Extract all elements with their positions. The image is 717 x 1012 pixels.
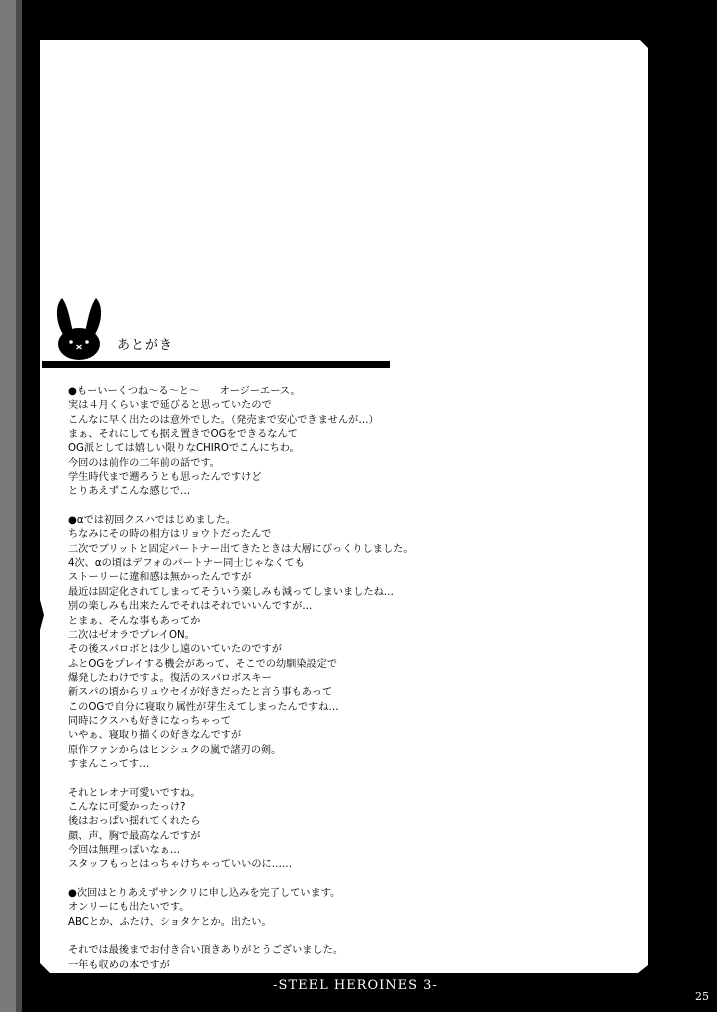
afterword-heading: あとがき [117, 338, 174, 353]
body-line: ABCとか、ふたけ、ショタケとか。出たい。 [68, 916, 272, 928]
heading-rule [42, 361, 390, 368]
body-line: 一年も収めの本ですが [68, 959, 170, 971]
body-line: こんなに可愛かったっけ? [68, 801, 186, 813]
body-line: ●もーいーくつね〜る〜と〜 オージーエース。 [68, 386, 301, 397]
body-line: まぁ、それにしても据え置きでOGをできるなんて [68, 429, 298, 441]
body-line: 同時にクスハも好きになっちゃって [68, 715, 231, 727]
body-line: いやぁ、寝取り描くの好きなんですが [68, 730, 242, 742]
body-line: 二次はゼオラでプレイON。 [68, 629, 195, 641]
page-number: 25 [695, 990, 709, 1003]
rabbit-mascot-icon [54, 292, 104, 362]
body-line: 別の楽しみも出来たんでそれはそれでいいんですが… [68, 601, 313, 613]
body-line: それでは最後までお付き合い頂きありがとうございました。 [68, 945, 344, 957]
book-title: -STEEL HEROINES 3- [273, 978, 438, 993]
body-line: 実は４月くらいまで延びると思っていたので [68, 400, 272, 412]
body-line [68, 500, 428, 514]
body-line: 4次、αの頃はデフォのパートナー同士じゃなくても [68, 558, 305, 570]
body-line: 後はおっぱい揺れてくれたら [68, 816, 201, 828]
body-line: ●αでは初回クスハではじめました。 [68, 515, 237, 527]
body-line: スタッフもっとはっちゃけちゃっていいのに…… [68, 859, 293, 871]
body-line: それとレオナ可愛いですね。 [68, 787, 201, 799]
body-line: 二次でブリットと固定パートナー出てきたときは大層にびっくりしました。 [68, 543, 414, 555]
body-line [68, 873, 428, 887]
body-line: ストーリーに違和感は無かったんですが [68, 572, 252, 584]
body-line [68, 930, 428, 944]
body-line: ●次回はとりあえずサンクリに申し込みを完了しています。 [68, 888, 341, 900]
body-line: 学生時代まで遡ろうとも思ったんですけど [68, 472, 262, 484]
body-line: ちなみにその時の相方はリョウトだったんで [68, 529, 272, 541]
body-line: ふとOGをプレイする機会があって、そこでの幼馴染設定で [68, 658, 338, 670]
body-line: とまぁ、そんな事もあってか [68, 615, 201, 627]
body-line: 最近は固定化されてしまってそういう楽しみも減ってしまいましたね… [68, 586, 394, 598]
body-line: おっぱお (ﾟ∀ﾟ) [68, 988, 141, 1000]
body-line: その後スパロボとは少し遠のいていたのですが [68, 644, 282, 656]
afterword-body [68, 385, 428, 1002]
body-line: 来年は今年以上に上手く描けるように… [68, 974, 252, 986]
body-line: 今回は無理っぽいなぁ… [68, 845, 181, 856]
body-line: こんなに早く出たのは意外でした。（発売まで安心できませんが…） [68, 414, 379, 426]
body-line: オンリーにも出たいです。 [68, 902, 190, 914]
body-line: 顔、声、胸で最高なんですが [68, 830, 201, 842]
body-line: このOGで自分に寝取り属性が芽生えてしまったんですね… [68, 701, 339, 713]
body-line: 爆発したわけですよ。復活のスパロボスキー [68, 672, 272, 684]
left-border-strip-shade [16, 0, 22, 1012]
body-line: OG派としては嬉しい限りなCHIROでこんにちわ。 [68, 443, 300, 455]
body-line: 新スパの頃からリュウセイが好きだったと言う事もあって [68, 687, 333, 699]
body-line: すまんこってす… [68, 758, 150, 770]
body-line: 原作ファンからはヒンシュクの嵐で諸刃の剣。 [68, 744, 282, 756]
body-line: とりあえずこんな感じで… [68, 486, 191, 498]
body-line: 今回のは前作の二年前の話です。 [68, 457, 220, 469]
body-line [68, 772, 428, 786]
